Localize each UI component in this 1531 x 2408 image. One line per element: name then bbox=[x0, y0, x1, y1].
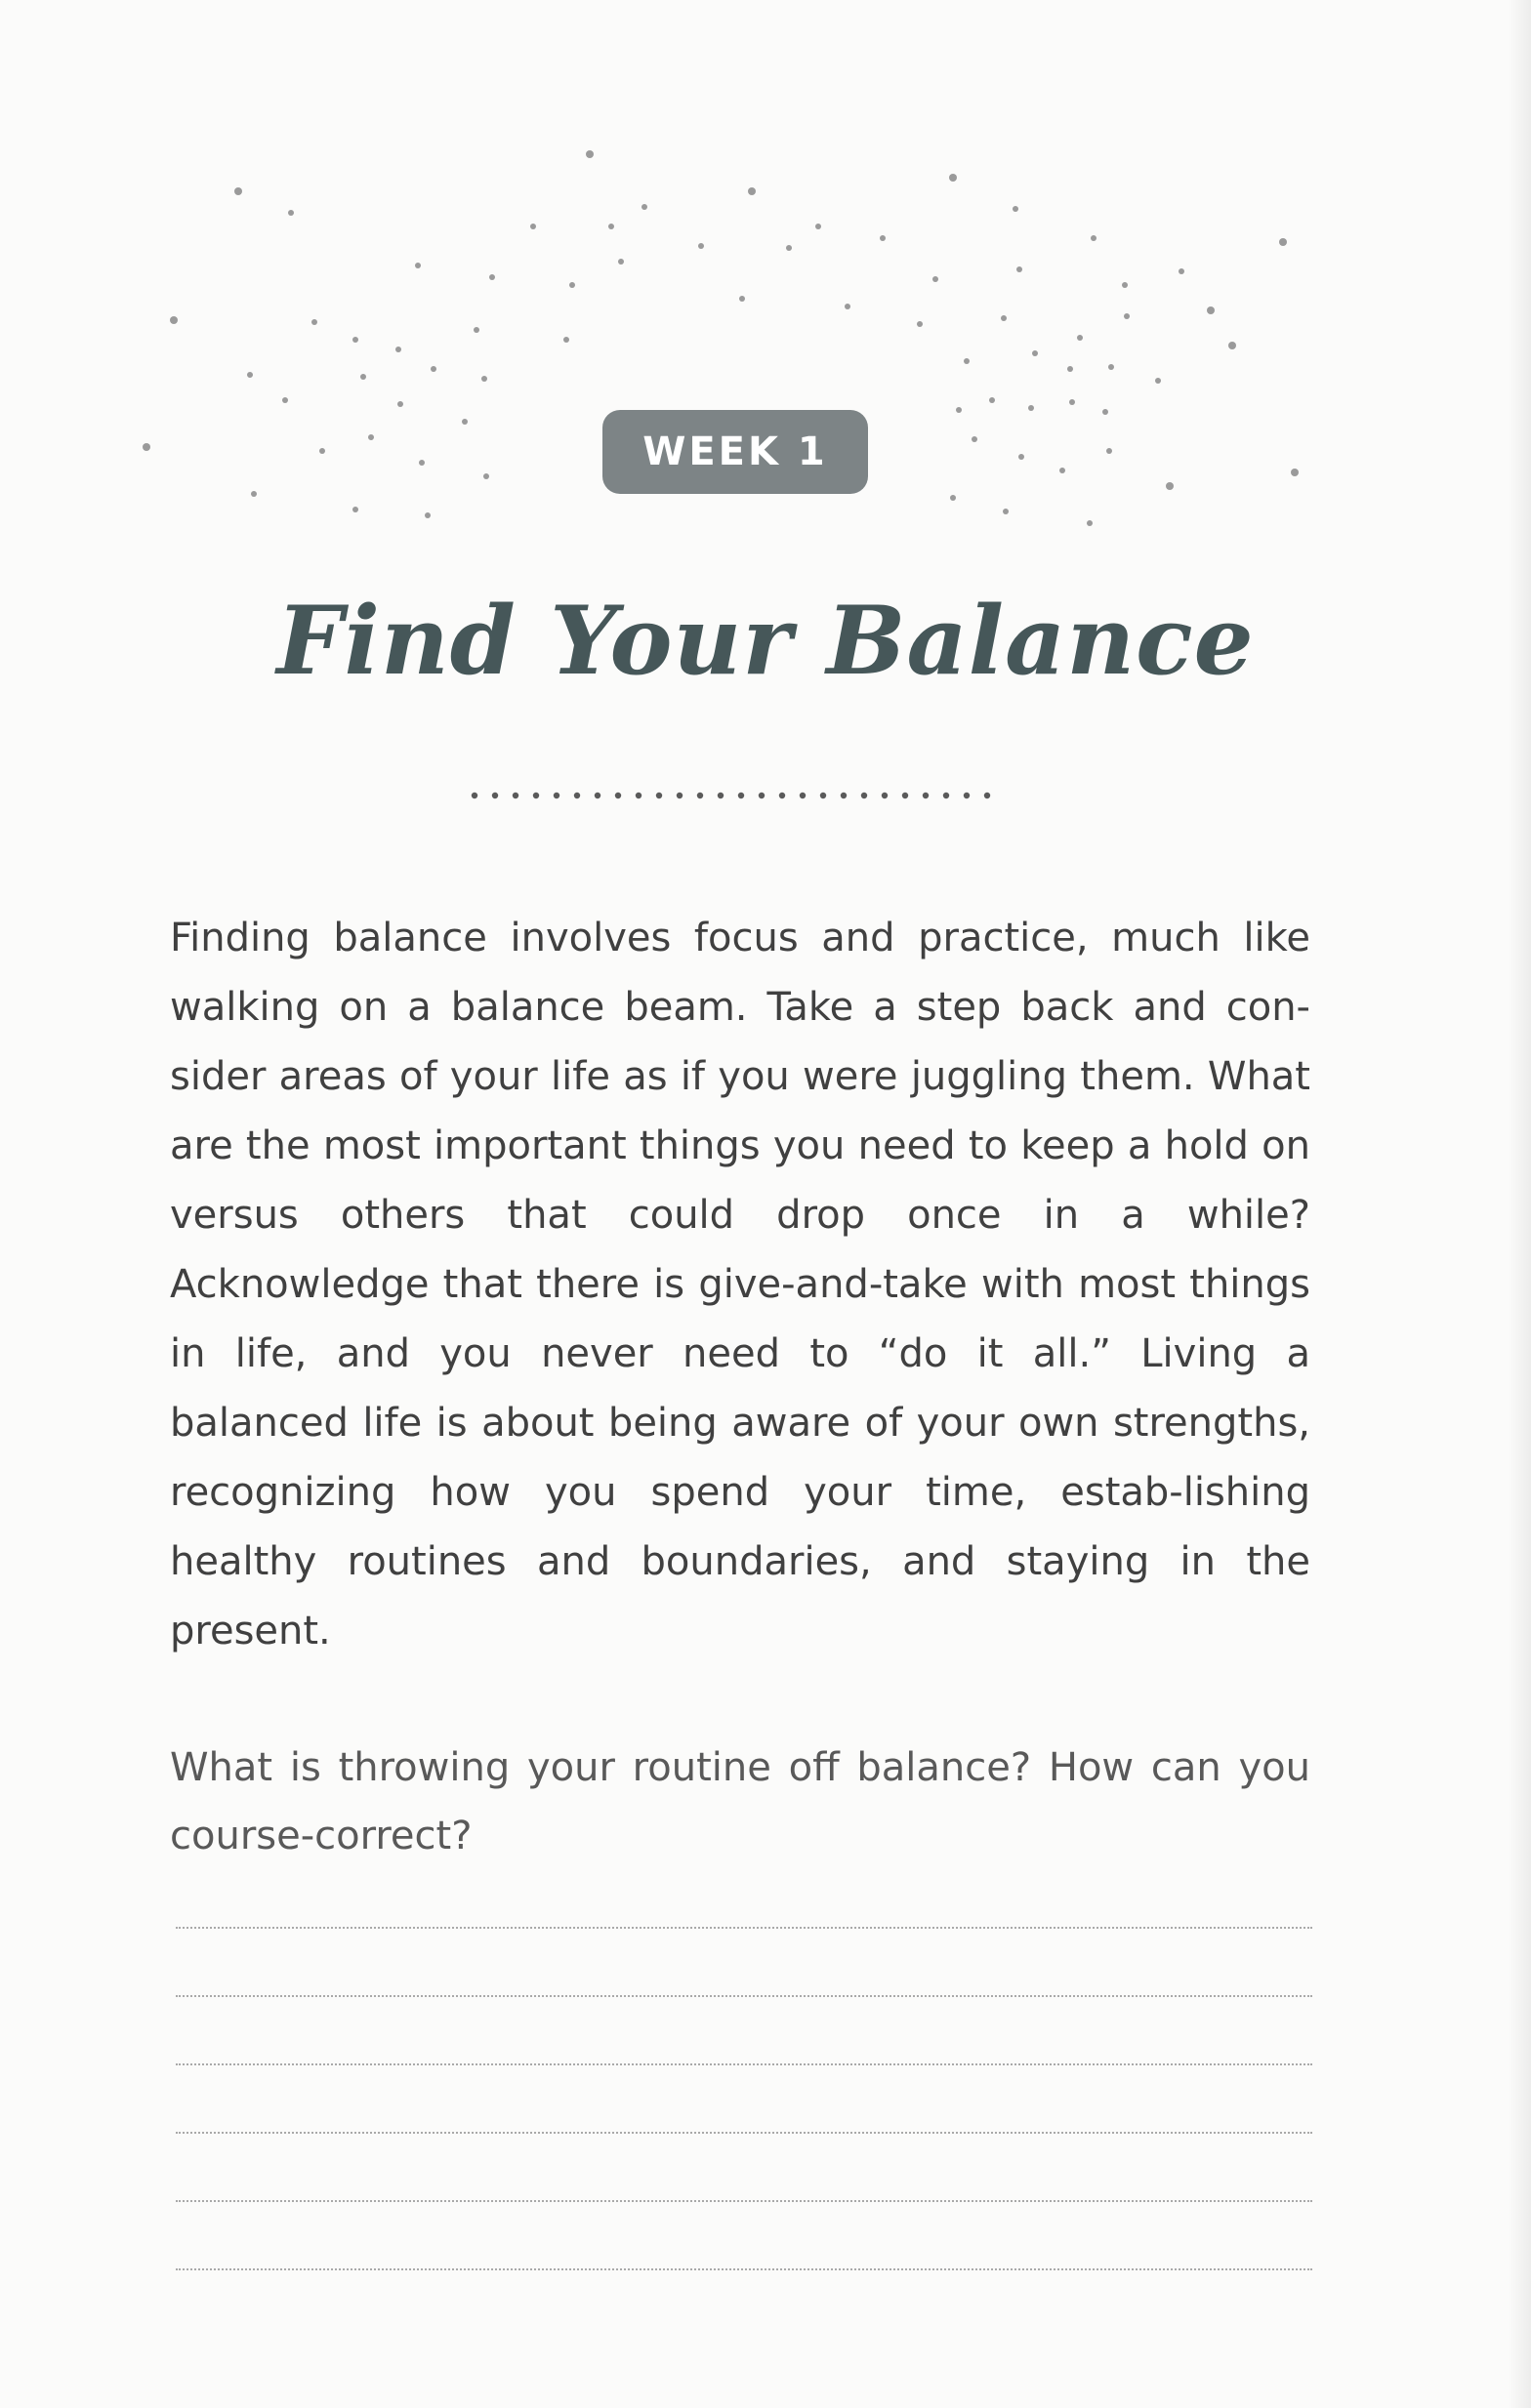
page-edge-shadow bbox=[1508, 0, 1531, 2408]
writing-line[interactable] bbox=[176, 1927, 1312, 1929]
week-label: WEEK 1 bbox=[642, 429, 828, 474]
writing-line[interactable] bbox=[176, 2268, 1312, 2270]
dotted-divider bbox=[469, 789, 1006, 802]
week-badge bbox=[602, 410, 868, 494]
journal-prompt: What is throwing your routine off balance? How can you course-correct? bbox=[170, 1745, 1310, 1858]
intro-paragraph: Finding balance involves focus and practice, much like walking on a balance beam. Take a step back and con-sider areas of your life as if you were juggling them. What are the most important things you need to keep a hold on versus others that could drop once in a while? Acknowledge that there is give-and-take with most things in life, and you never need to “do it all.” Living a balanced life is about being aware of your own strengths, recognizing how you spend your time, estab-lishing healthy routines and boundaries, and staying in the present. bbox=[170, 916, 1310, 1653]
page-title: Find Your Balance bbox=[276, 586, 1255, 696]
writing-line[interactable] bbox=[176, 2132, 1312, 2134]
sparkle-dots-decoration bbox=[0, 0, 1531, 586]
writing-line[interactable] bbox=[176, 2063, 1312, 2065]
writing-line[interactable] bbox=[176, 1995, 1312, 1997]
writing-line[interactable] bbox=[176, 2200, 1312, 2202]
